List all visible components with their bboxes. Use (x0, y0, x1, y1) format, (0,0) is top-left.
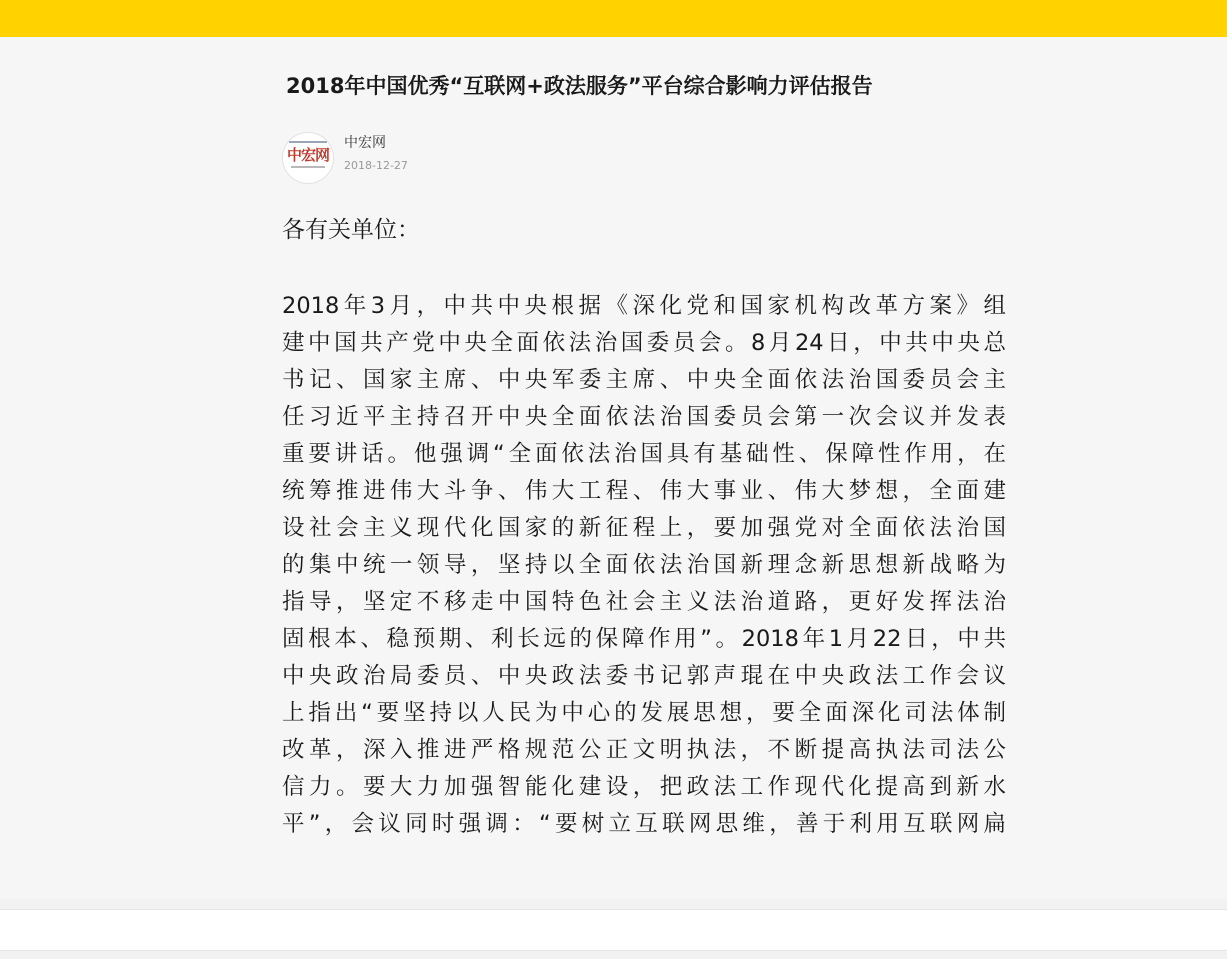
body-line: 统筹推进伟大斗争、伟大工程、伟大事业、伟大梦想，全面建 (282, 478, 1006, 504)
body-line: 重要讲话。他强调“全面依法治国具有基础性、保障性作用，在 (282, 441, 1006, 467)
author-block[interactable] (282, 132, 682, 184)
body-line: 固根本、稳预期、利长远的保障作用”。2018年1月22日，中共 (282, 626, 1006, 652)
article-body (282, 288, 1006, 843)
body-line: 建中国共产党中央全面依法治国委员会。8月24日，中共中央总 (282, 330, 1006, 356)
logo-text: 中宏网 (286, 146, 329, 164)
publish-date: 2018-12-27 (344, 159, 408, 172)
salutation: 各有关单位： (282, 217, 420, 243)
article-page[interactable] (0, 37, 1227, 899)
body-line: 信力。要大力加强智能化建设，把政法工作现代化提高到新水 (282, 774, 1006, 800)
body-line: 任习近平主持召开中央全面依法治国委员会第一次会议并发表 (282, 404, 1006, 430)
bottom-bar-inner[interactable] (0, 909, 1227, 951)
article-title: 2018年中国优秀“互联网+政法服务”平台综合影响力评估报告 (286, 74, 873, 98)
body-line: 平”，会议同时强调：“要树立互联网思维，善于利用互联网扁 (282, 811, 1006, 837)
body-line: 上指出“要坚持以人民为中心的发展思想，要全面深化司法体制 (282, 700, 1006, 726)
body-line: 设社会主义现代化国家的新征程上，要加强党对全面依法治国 (282, 515, 1006, 541)
body-line: 中央政治局委员、中央政法委书记郭声琨在中央政法工作会议 (282, 663, 1006, 689)
body-line: 书记、国家主席、中央军委主席、中央全面依法治国委员会主 (282, 367, 1006, 393)
body-line: 改革，深入推进严格规范公正文明执法，不断提高执法司法公 (282, 737, 1006, 763)
top-bar (0, 0, 1227, 37)
logo-top-stripe (289, 141, 327, 143)
body-line: 2018年3月，中共中央根据《深化党和国家机构改革方案》组 (282, 293, 1006, 319)
bottom-bar (0, 899, 1227, 959)
zhonghongwang-logo-icon[interactable] (282, 132, 334, 184)
author-name[interactable]: 中宏网 (344, 135, 386, 151)
body-line: 指导，坚定不移走中国特色社会主义法治道路，更好发挥法治 (282, 589, 1006, 615)
logo-bottom-stripe (291, 166, 325, 168)
body-line: 的集中统一领导，坚持以全面依法治国新理念新思想新战略为 (282, 552, 1006, 578)
